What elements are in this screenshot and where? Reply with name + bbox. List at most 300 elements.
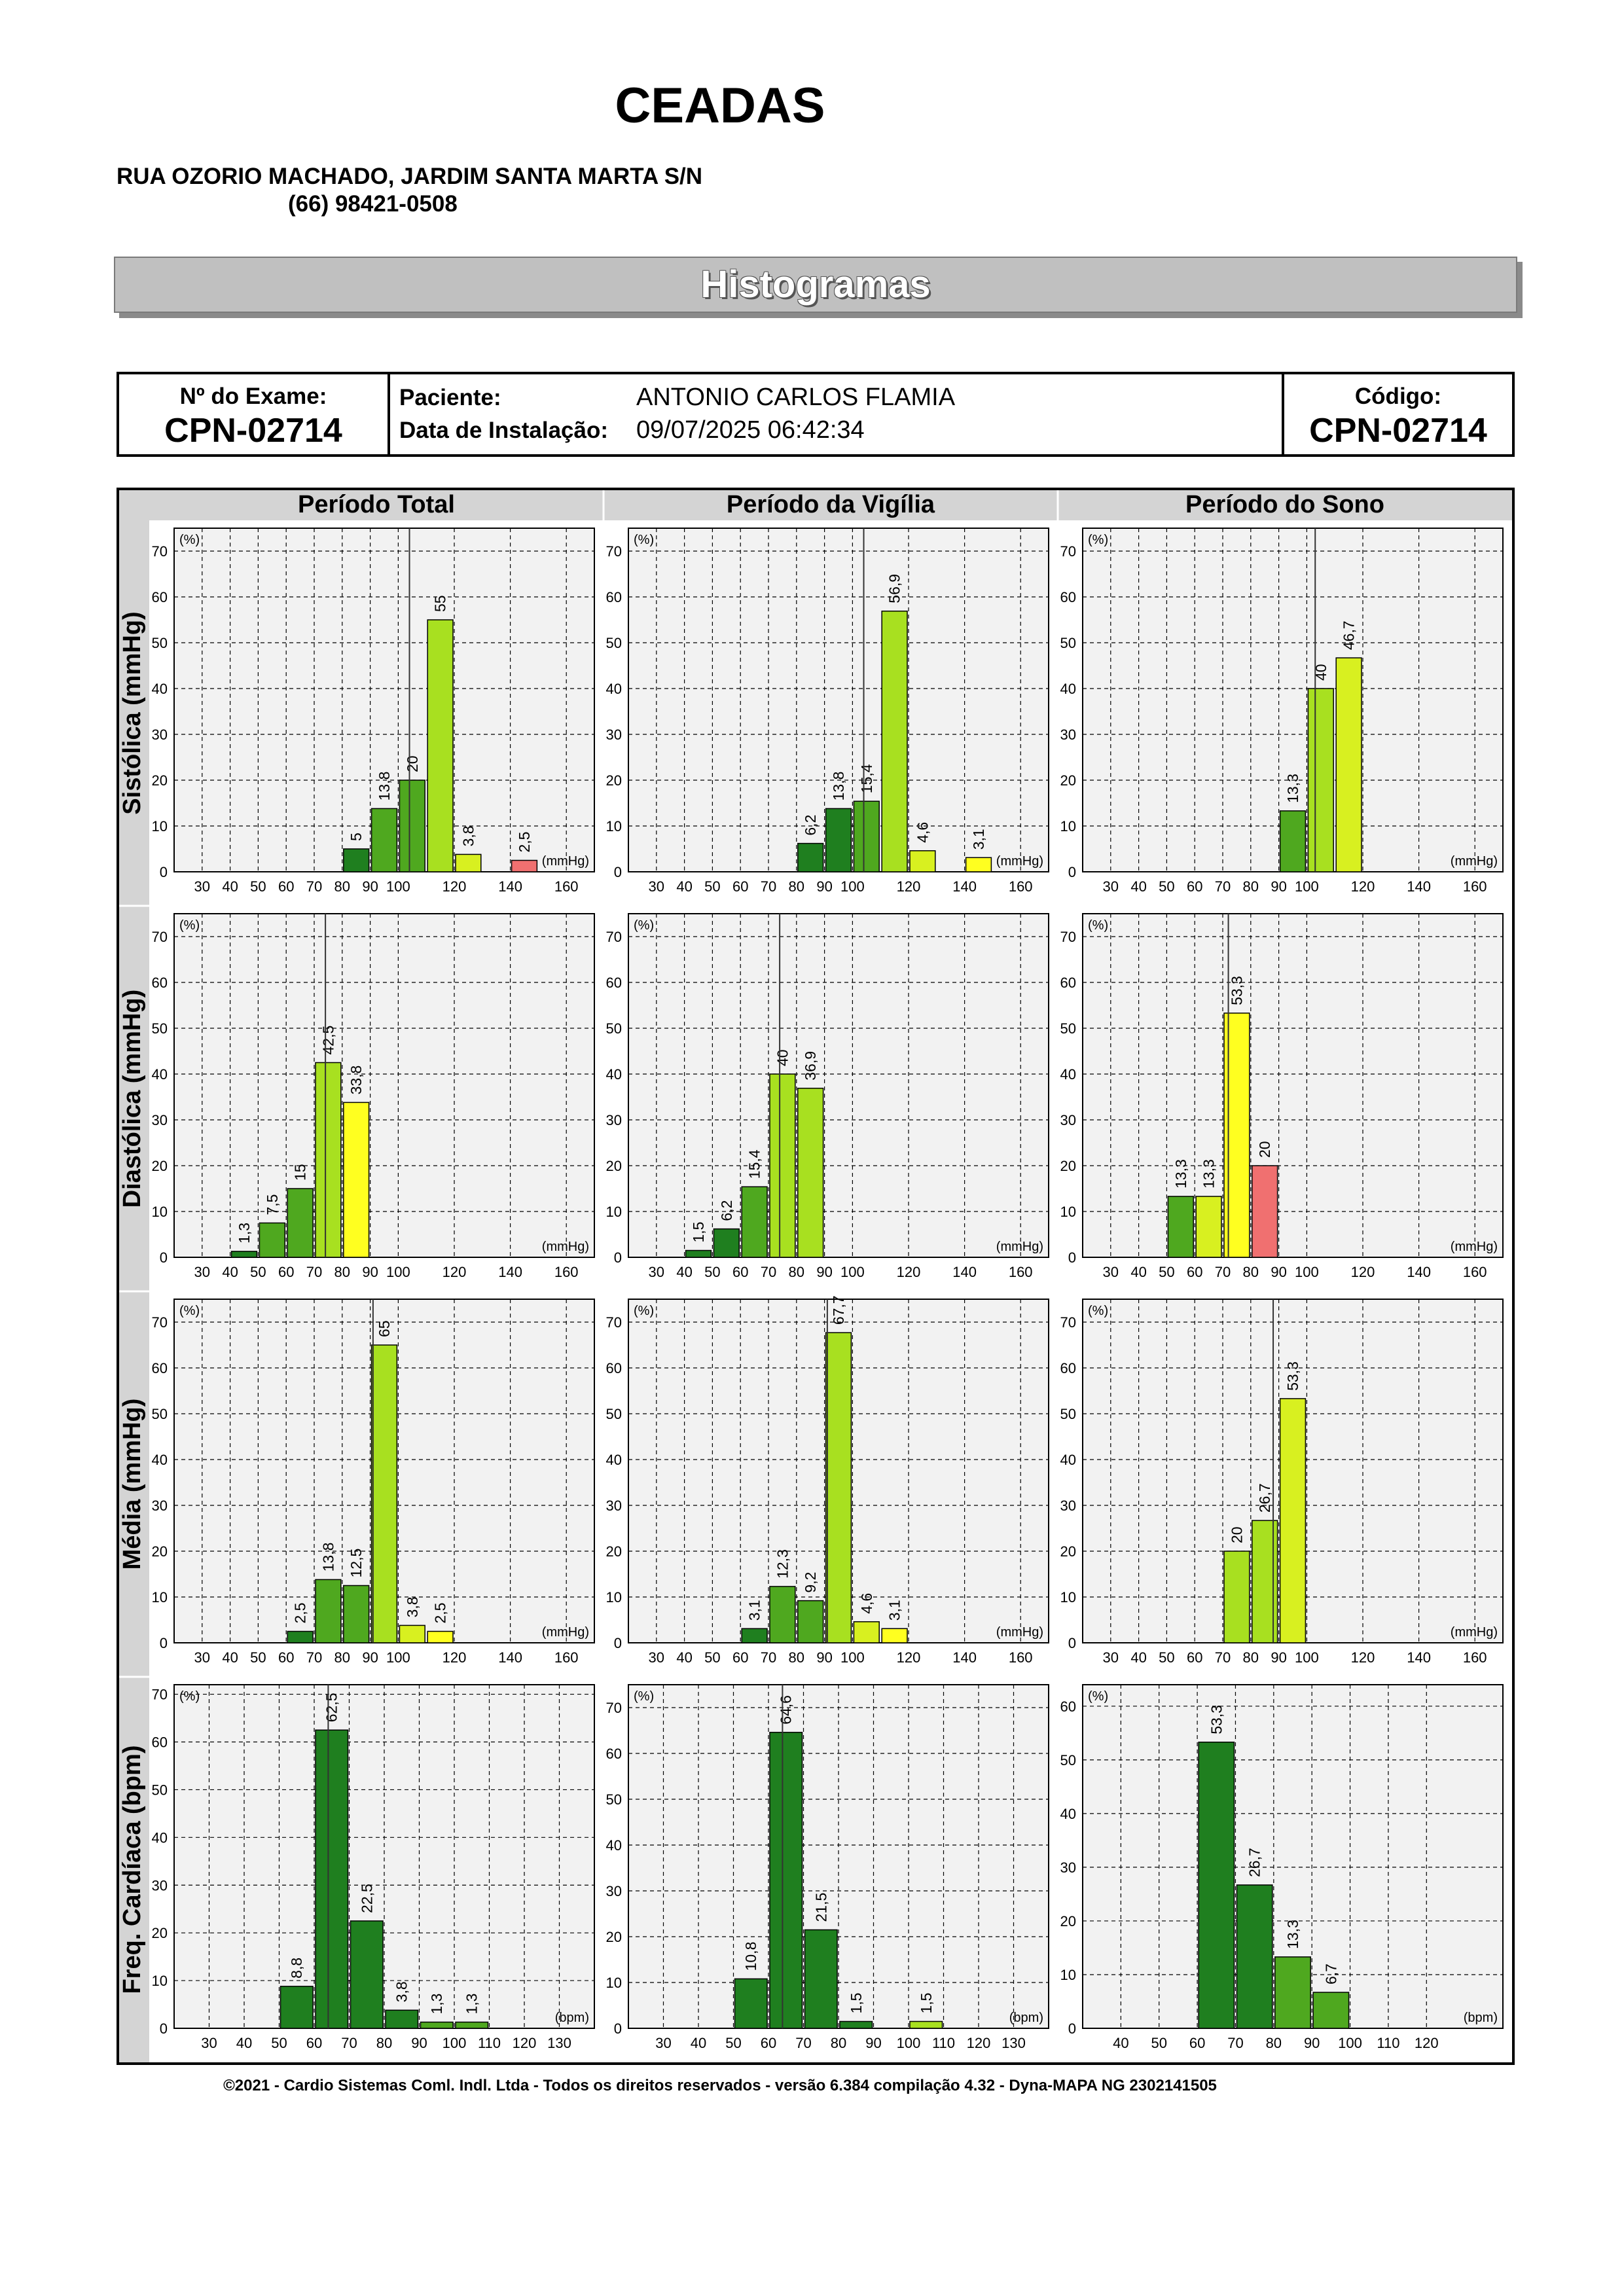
- y-tick-label: 0: [159, 1249, 168, 1266]
- y-unit-label: (%): [179, 1304, 200, 1318]
- x-tick-label: 60: [306, 2035, 323, 2051]
- y-tick-label: 0: [613, 864, 622, 880]
- x-tick-label: 70: [795, 2035, 812, 2051]
- y-tick-label: 30: [1060, 1859, 1076, 1876]
- y-tick-label: 10: [151, 1589, 168, 1605]
- bar-value-label: 7,5: [263, 1194, 281, 1215]
- y-tick-label: 10: [1060, 818, 1076, 834]
- x-tick-label: 120: [1414, 2035, 1439, 2051]
- histogram-bar: [742, 1628, 767, 1643]
- x-tick-label: 110: [477, 2035, 501, 2051]
- x-tick-label: 120: [442, 878, 467, 895]
- histogram-bar: [281, 1986, 314, 2028]
- histogram-bar: [1280, 811, 1306, 872]
- patient-cell: [390, 374, 1284, 454]
- y-tick-label: 50: [151, 635, 168, 651]
- histogram-bar: [372, 1345, 397, 1643]
- histogram-bar: [1280, 1399, 1306, 1643]
- x-tick-label: 140: [952, 1264, 977, 1280]
- bar-value-label: 67,7: [830, 1295, 847, 1325]
- x-tick-label: 40: [690, 2035, 707, 2051]
- row-label: Freq. Cardíaca (bpm): [119, 1745, 146, 1994]
- x-tick-label: 160: [1462, 878, 1487, 895]
- bar-value-label: 4,6: [914, 821, 931, 843]
- x-tick-label: 110: [931, 2035, 956, 2051]
- y-tick-label: 70: [1060, 929, 1076, 945]
- histogram-bar: [427, 620, 453, 872]
- x-tick-label: 90: [362, 878, 378, 895]
- x-tick-label: 90: [1271, 1649, 1287, 1666]
- bar-value-label: 5: [348, 833, 365, 841]
- y-tick-label: 60: [1060, 1360, 1076, 1376]
- column-title: Período Total: [298, 491, 455, 518]
- bar-value-label: 53,3: [1284, 1361, 1301, 1391]
- x-unit-label: (bpm): [1463, 2011, 1498, 2025]
- histogram-bar: [344, 1102, 369, 1257]
- x-tick-label: 30: [648, 878, 665, 895]
- exam-number-cell: [119, 374, 390, 454]
- histogram-bar: [1224, 1551, 1250, 1643]
- y-unit-label: (%): [179, 1689, 200, 1704]
- x-tick-label: 50: [725, 2035, 742, 2051]
- row-label: Sistólica (mmHg): [119, 611, 146, 815]
- x-tick-label: 120: [442, 1264, 467, 1280]
- x-tick-label: 80: [788, 878, 805, 895]
- histogram-bar: [798, 1088, 823, 1257]
- y-tick-label: 60: [151, 1360, 168, 1376]
- y-tick-label: 0: [613, 1249, 622, 1266]
- x-tick-label: 90: [1303, 2035, 1320, 2051]
- bar-value-label: 21,5: [812, 1892, 830, 1922]
- y-tick-label: 60: [151, 589, 168, 605]
- x-tick-label: 70: [341, 2035, 357, 2051]
- x-tick-label: 70: [306, 1649, 323, 1666]
- y-tick-label: 20: [605, 1158, 622, 1174]
- x-tick-label: 140: [498, 878, 522, 895]
- x-tick-label: 90: [362, 1264, 378, 1280]
- banner-title: Histogramas: [700, 263, 931, 306]
- exam-number-label: Nº do Exame:: [179, 384, 327, 409]
- bar-value-label: 10,8: [742, 1941, 760, 1971]
- x-tick-label: 30: [1102, 1649, 1119, 1666]
- histogram-bar: [316, 1730, 348, 2028]
- x-tick-label: 70: [760, 1264, 777, 1280]
- x-tick-label: 40: [676, 1649, 693, 1666]
- bar-value-label: 1,3: [428, 1993, 446, 2015]
- bar-value-label: 13,3: [1284, 1920, 1301, 1949]
- bar-value-label: 13,3: [1172, 1159, 1189, 1189]
- x-unit-label: (mmHg): [541, 1625, 589, 1640]
- plot-area: [628, 914, 1049, 1257]
- histogram-banner: [114, 257, 1517, 313]
- histogram-bar: [770, 1732, 803, 2028]
- bar-value-label: 42,5: [319, 1025, 337, 1055]
- histogram-bar: [805, 1930, 838, 2029]
- histogram-bar: [1196, 1196, 1221, 1257]
- x-tick-label: 30: [194, 1264, 211, 1280]
- y-unit-label: (%): [179, 533, 200, 547]
- y-tick-label: 0: [613, 1635, 622, 1651]
- bar-value-label: 2,5: [291, 1602, 309, 1624]
- plot-area: [174, 914, 594, 1257]
- y-unit-label: (%): [634, 918, 655, 933]
- y-tick-label: 40: [1060, 681, 1076, 697]
- y-tick-label: 10: [1060, 1589, 1076, 1605]
- x-tick-label: 160: [1008, 878, 1033, 895]
- x-tick-label: 100: [840, 1649, 865, 1666]
- x-tick-label: 40: [676, 1264, 693, 1280]
- x-unit-label: (bpm): [1009, 2011, 1043, 2025]
- histogram-bar: [1236, 1885, 1272, 2028]
- y-tick-label: 70: [1060, 1314, 1076, 1331]
- y-tick-label: 60: [1060, 975, 1076, 991]
- histogram-bar: [1199, 1742, 1234, 2028]
- x-tick-label: 140: [498, 1649, 522, 1666]
- bar-value-label: 13,8: [830, 771, 847, 801]
- histogram-bar: [713, 1229, 739, 1257]
- y-unit-label: (%): [634, 1689, 655, 1704]
- bar-value-label: 1,5: [847, 1992, 865, 2014]
- x-tick-label: 100: [1295, 1649, 1319, 1666]
- y-unit-label: (%): [1088, 1304, 1109, 1318]
- x-tick-label: 120: [1350, 1649, 1375, 1666]
- histogram-bar: [421, 2022, 454, 2028]
- y-tick-label: 70: [151, 1314, 168, 1331]
- x-tick-label: 100: [442, 2035, 467, 2051]
- x-tick-label: 90: [1271, 1264, 1287, 1280]
- y-tick-label: 30: [151, 1112, 168, 1128]
- bar-value-label: 6,2: [802, 814, 820, 836]
- y-tick-label: 50: [1060, 1751, 1076, 1768]
- x-tick-label: 80: [334, 1649, 351, 1666]
- x-tick-label: 160: [1008, 1264, 1033, 1280]
- y-tick-label: 10: [151, 1204, 168, 1220]
- x-tick-label: 100: [386, 878, 410, 895]
- bar-value-label: 2,5: [516, 831, 533, 853]
- x-tick-label: 60: [732, 1264, 749, 1280]
- y-tick-label: 20: [1060, 1543, 1076, 1560]
- x-tick-label: 60: [1186, 1264, 1203, 1280]
- histogram-bar: [316, 1063, 341, 1258]
- histogram-bar: [456, 2022, 488, 2028]
- bar-value-label: 56,9: [886, 573, 903, 603]
- bar-value-label: 9,2: [802, 1571, 820, 1593]
- x-tick-label: 140: [1407, 878, 1431, 895]
- bar-value-label: 64,6: [777, 1695, 795, 1725]
- footer-copyright: ©2021 - Cardio Sistemas Coml. Indl. Ltda - Todos os direitos reservados - versão 6.384 compilação 4.32 - Dyna-MAPA NG 2302141505: [223, 2077, 1217, 2094]
- x-tick-label: 90: [816, 1264, 833, 1280]
- y-tick-label: 20: [151, 1158, 168, 1174]
- y-tick-label: 30: [605, 1883, 622, 1899]
- y-tick-label: 70: [151, 543, 168, 560]
- x-unit-label: (mmHg): [996, 1240, 1043, 1254]
- y-tick-label: 60: [1060, 1698, 1076, 1715]
- x-tick-label: 50: [271, 2035, 287, 2051]
- bar-value-label: 46,7: [1340, 620, 1358, 651]
- y-tick-label: 20: [151, 1925, 168, 1942]
- y-tick-label: 60: [605, 1360, 622, 1376]
- y-tick-label: 40: [605, 1452, 622, 1468]
- x-unit-label: (mmHg): [1450, 854, 1498, 869]
- x-tick-label: 60: [732, 1649, 749, 1666]
- histogram-bar: [882, 611, 907, 872]
- y-tick-label: 70: [605, 1314, 622, 1331]
- x-tick-label: 160: [554, 878, 579, 895]
- row-label: Média (mmHg): [119, 1398, 146, 1570]
- y-tick-label: 10: [151, 818, 168, 834]
- y-tick-label: 50: [605, 1791, 622, 1808]
- x-tick-label: 30: [194, 1649, 211, 1666]
- x-tick-label: 40: [1130, 1264, 1147, 1280]
- histogram-svg: [119, 490, 1512, 2062]
- code-label: Código:: [1354, 384, 1442, 409]
- x-tick-label: 40: [222, 1649, 238, 1666]
- bar-value-label: 36,9: [802, 1050, 820, 1081]
- bar-value-label: 1,5: [917, 1992, 935, 2014]
- x-tick-label: 40: [676, 878, 693, 895]
- histogram-bar: [742, 1187, 767, 1257]
- histogram-bar: [1308, 689, 1333, 872]
- x-tick-label: 60: [1189, 2035, 1206, 2051]
- x-tick-label: 70: [760, 1649, 777, 1666]
- x-tick-label: 100: [386, 1649, 410, 1666]
- y-tick-label: 10: [151, 1973, 168, 1990]
- y-tick-label: 70: [1060, 543, 1076, 560]
- histogram-bar: [1336, 658, 1362, 872]
- histogram-bar: [399, 780, 425, 872]
- x-unit-label: (mmHg): [541, 854, 589, 869]
- x-unit-label: (mmHg): [541, 1240, 589, 1254]
- histogram-bar: [512, 861, 537, 872]
- x-tick-label: 120: [966, 2035, 991, 2051]
- y-tick-label: 60: [151, 1734, 168, 1751]
- x-tick-label: 160: [554, 1264, 579, 1280]
- histogram-bar: [1168, 1196, 1193, 1257]
- x-tick-label: 60: [278, 1649, 295, 1666]
- x-tick-label: 90: [362, 1649, 378, 1666]
- install-date: 09/07/2025 06:42:34: [636, 416, 865, 444]
- y-tick-label: 40: [1060, 1805, 1076, 1822]
- y-tick-label: 70: [605, 1700, 622, 1716]
- y-tick-label: 40: [151, 1829, 168, 1846]
- y-tick-label: 50: [151, 1020, 168, 1037]
- x-tick-label: 140: [952, 878, 977, 895]
- x-tick-label: 80: [334, 878, 351, 895]
- x-tick-label: 30: [201, 2035, 217, 2051]
- x-tick-label: 40: [1113, 2035, 1129, 2051]
- y-tick-label: 70: [605, 543, 622, 560]
- code-cell: [1284, 374, 1512, 454]
- histogram-bar: [910, 851, 935, 872]
- clinic-phone: (66) 98421-0508: [288, 191, 458, 217]
- x-tick-label: 50: [250, 1264, 266, 1280]
- y-tick-label: 40: [605, 681, 622, 697]
- bar-value-label: 6,2: [717, 1200, 735, 1221]
- y-tick-label: 30: [1060, 1112, 1076, 1128]
- x-unit-label: (mmHg): [996, 854, 1043, 869]
- x-tick-label: 30: [194, 878, 211, 895]
- histogram-bar: [798, 1601, 823, 1643]
- bar-value-label: 40: [774, 1049, 791, 1066]
- patient-name: ANTONIO CARLOS FLAMIA: [636, 384, 956, 411]
- histogram-bar: [1313, 1992, 1348, 2028]
- y-tick-label: 30: [151, 1498, 168, 1514]
- x-tick-label: 80: [1242, 1264, 1259, 1280]
- x-tick-label: 30: [655, 2035, 672, 2051]
- y-tick-label: 10: [1060, 1204, 1076, 1220]
- code-value: CPN-02714: [1309, 412, 1487, 450]
- histogram-bar: [1252, 1166, 1278, 1257]
- bar-value-label: 8,8: [288, 1957, 306, 1979]
- histogram-bar: [854, 801, 879, 872]
- bar-value-label: 13,8: [376, 771, 393, 801]
- histogram-bar: [840, 2022, 873, 2029]
- x-tick-label: 60: [1186, 878, 1203, 895]
- x-tick-label: 120: [896, 1649, 921, 1666]
- y-tick-label: 50: [605, 1406, 622, 1422]
- y-tick-label: 40: [605, 1066, 622, 1083]
- x-tick-label: 40: [222, 878, 238, 895]
- row-label: Diastólica (mmHg): [119, 989, 146, 1208]
- install-date-label: Data de Instalação:: [399, 418, 608, 443]
- x-tick-label: 90: [1271, 878, 1287, 895]
- histogram-bar: [910, 2022, 943, 2029]
- clinic-name: CEADAS: [615, 78, 825, 134]
- x-tick-label: 160: [554, 1649, 579, 1666]
- x-tick-label: 80: [1265, 2035, 1282, 2051]
- histogram-bar: [770, 1074, 795, 1257]
- x-tick-label: 50: [250, 1649, 266, 1666]
- y-tick-label: 10: [1060, 1966, 1076, 1983]
- x-unit-label: (mmHg): [996, 1625, 1043, 1640]
- histogram-bar: [798, 844, 823, 872]
- column-title: Período do Sono: [1185, 491, 1384, 518]
- x-tick-label: 90: [411, 2035, 427, 2051]
- exam-number: CPN-02714: [164, 412, 342, 450]
- x-tick-label: 80: [376, 2035, 393, 2051]
- x-tick-label: 110: [1377, 2035, 1400, 2051]
- y-tick-label: 50: [605, 635, 622, 651]
- x-tick-label: 80: [1242, 1649, 1259, 1666]
- y-unit-label: (%): [179, 918, 200, 933]
- bar-value-label: 12,5: [348, 1548, 365, 1578]
- bar-value-label: 1,3: [236, 1222, 253, 1244]
- y-tick-label: 70: [151, 1686, 168, 1703]
- bar-value-label: 13,8: [319, 1542, 337, 1572]
- histogram-bar: [351, 1921, 384, 2028]
- x-tick-label: 50: [704, 1649, 721, 1666]
- x-tick-label: 70: [760, 878, 777, 895]
- bar-value-label: 62,5: [323, 1693, 340, 1723]
- y-tick-label: 0: [613, 2020, 622, 2037]
- y-tick-label: 50: [1060, 1406, 1076, 1422]
- x-tick-label: 50: [704, 878, 721, 895]
- x-tick-label: 70: [306, 878, 323, 895]
- y-tick-label: 30: [151, 726, 168, 743]
- y-tick-label: 10: [605, 1975, 622, 1991]
- y-tick-label: 60: [605, 975, 622, 991]
- x-tick-label: 50: [250, 878, 266, 895]
- y-tick-label: 70: [605, 929, 622, 945]
- y-tick-label: 0: [1068, 2020, 1076, 2037]
- x-tick-label: 130: [547, 2035, 571, 2051]
- y-unit-label: (%): [634, 533, 655, 547]
- y-tick-label: 40: [1060, 1066, 1076, 1083]
- bar-value-label: 20: [1256, 1141, 1274, 1158]
- bar-value-label: 3,8: [403, 1596, 421, 1618]
- x-tick-label: 70: [1214, 1264, 1231, 1280]
- histogram-bar: [232, 1251, 257, 1257]
- histogram-bar: [686, 1251, 712, 1258]
- y-tick-label: 20: [151, 772, 168, 789]
- x-tick-label: 90: [816, 878, 833, 895]
- y-tick-label: 30: [605, 1498, 622, 1514]
- bar-value-label: 1,5: [690, 1221, 707, 1243]
- x-unit-label: (mmHg): [1450, 1240, 1498, 1254]
- x-tick-label: 70: [1214, 878, 1231, 895]
- x-tick-label: 80: [1242, 878, 1259, 895]
- y-tick-label: 20: [151, 1543, 168, 1560]
- x-tick-label: 50: [1151, 2035, 1167, 2051]
- y-tick-label: 20: [1060, 1912, 1076, 1929]
- bar-value-label: 20: [1228, 1526, 1246, 1543]
- y-tick-label: 60: [605, 1746, 622, 1762]
- bar-value-label: 53,3: [1208, 1705, 1225, 1734]
- x-tick-label: 80: [788, 1264, 805, 1280]
- histogram-grid: [117, 488, 1515, 2065]
- x-tick-label: 80: [830, 2035, 847, 2051]
- histogram-bar: [316, 1579, 341, 1643]
- x-tick-label: 120: [896, 1264, 921, 1280]
- histogram-bar: [854, 1622, 879, 1643]
- y-tick-label: 30: [605, 1112, 622, 1128]
- y-tick-label: 40: [151, 1452, 168, 1468]
- x-tick-label: 30: [1102, 878, 1119, 895]
- y-tick-label: 60: [605, 589, 622, 605]
- y-tick-label: 40: [1060, 1452, 1076, 1468]
- x-tick-label: 140: [1407, 1649, 1431, 1666]
- exam-info-box: [117, 372, 1515, 457]
- y-tick-label: 40: [151, 1066, 168, 1083]
- y-tick-label: 0: [159, 864, 168, 880]
- bar-value-label: 4,6: [857, 1592, 875, 1614]
- bar-value-label: 33,8: [348, 1065, 365, 1095]
- x-unit-label: (bpm): [554, 2011, 589, 2025]
- bar-value-label: 15,4: [746, 1149, 763, 1179]
- y-tick-label: 60: [151, 975, 168, 991]
- x-tick-label: 40: [222, 1264, 238, 1280]
- bar-value-label: 13,3: [1284, 774, 1301, 803]
- y-tick-label: 30: [1060, 726, 1076, 743]
- x-tick-label: 120: [1350, 1264, 1375, 1280]
- bar-value-label: 22,5: [358, 1884, 376, 1913]
- histogram-bar: [386, 2010, 418, 2028]
- bar-value-label: 12,3: [774, 1549, 791, 1579]
- histogram-bar: [344, 1586, 369, 1643]
- x-tick-label: 120: [442, 1649, 467, 1666]
- x-tick-label: 30: [648, 1649, 665, 1666]
- x-tick-label: 160: [1008, 1649, 1033, 1666]
- bar-value-label: 15: [291, 1164, 309, 1181]
- x-tick-label: 160: [1462, 1264, 1487, 1280]
- clinic-address: RUA OZORIO MACHADO, JARDIM SANTA MARTA S/N: [117, 164, 703, 189]
- bar-value-label: 1,3: [463, 1993, 480, 2015]
- y-unit-label: (%): [1088, 918, 1109, 933]
- x-tick-label: 40: [236, 2035, 253, 2051]
- x-tick-label: 120: [896, 878, 921, 895]
- y-tick-label: 0: [1068, 1249, 1076, 1266]
- x-tick-label: 70: [1227, 2035, 1244, 2051]
